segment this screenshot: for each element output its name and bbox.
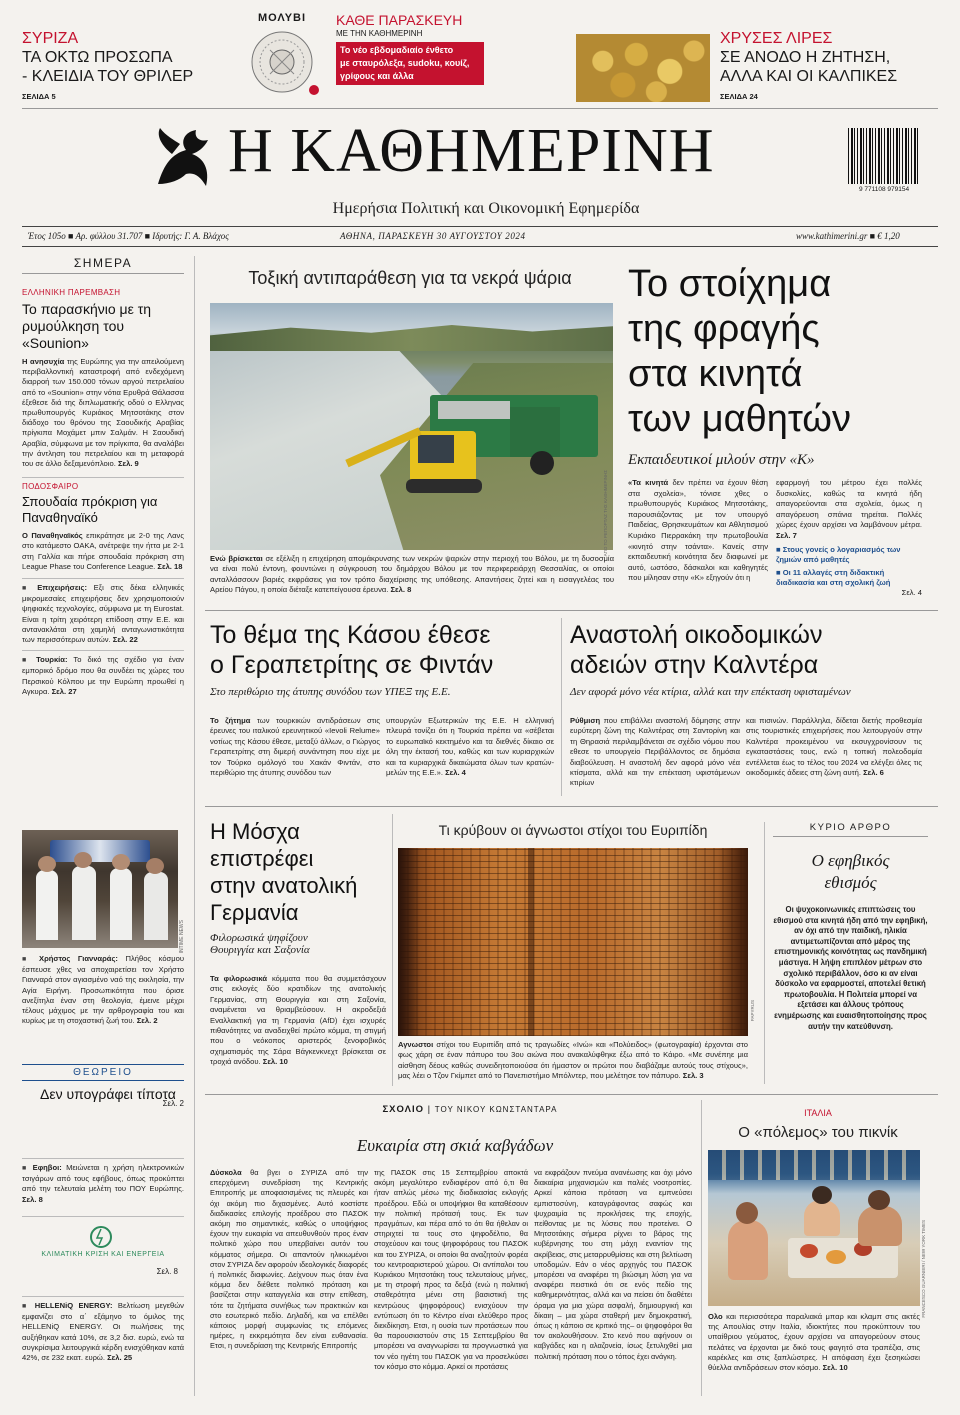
teaser-left-title-2: - ΚΛΕΙΔΙΑ ΤΟΥ ΘΡΙΛΕΡ xyxy=(22,68,194,85)
teaser-middle-sub: ΜΕ ΤΗΝ ΚΑΘΗΜΕΡΙΝΗ xyxy=(336,29,423,38)
meta-right: www.kathimerini.gr ■ € 1,20 xyxy=(796,231,900,241)
top-divider xyxy=(22,108,938,109)
permits-col-2-text: και πισινών. Παράλληλα, δίδεται διετής προθεσμία στις τουριστικές επιχειρήσεις που λειτουργούν στην Καλντέρα προκειμένου να εκσυγχρονίσουν τις εγκαταστάσεις τους, ενώ η τοπική πολεοδομία εντέλλεται έως το τέλος του 2024 να ελέγξει όλες τις οικοδομικές άδειες στη ζώνη αυτή. xyxy=(746,716,922,778)
comment-col-2: της ΠΑΣΟΚ στις 15 Σεπτεμβρίου αποκτά ακόμη μεγαλύτερο ενδιαφέρον από ό,τι θα ήταν απλώς μέσω της διαδικασίας εκλογής προέδρου. Εδώ οι υποψήφιοι θα καταθέσουν την πολιτική πρότασή τους. Εκ των πραγμάτων, και πέρα από το ότι θα ήθελαν οι στηριχτεί τα τους στο ψηφοδέλτιο, θα στοχεύουν και τους ψηφοφόρους του ΠΑΣΟΚ και του ΣΥΡΙΖΑ, οι οποίοι θα αναζητούν φορέα του κεντροαριστερού χώρου. Οι αντίπαλοι του Κυριάκου Μητσοτάκη τους τελευταίους μήνες, με τη στροφή προς τα δεξιά (ενώ η πολιτική σταθερότητα μένει στη βασιστική της κεντρώους ψηφοφόρους) ενισχύουν την εντύπωση ότι το Κέντρο είναι ελεύθερο προς διεκδίκηση. Ετσι, η ουσία των προτάσεων που θα παρουσιαστούν στις 15 Σεπτεμβρίου θα μπορέσει να αναγνωρίσει τα προγνωστικά για τον νέο ηγέτη του ΠΑΣΟΚ για να προσελκύσει τον κόσμο στο κόμμα. Αρκεί οι προτάσεις xyxy=(374,1168,528,1371)
teaser-right-page: ΣΕΛΙΔΑ 24 xyxy=(720,92,758,101)
theoreio-label: ΘΕΩΡΕΙΟ xyxy=(22,1064,184,1081)
sidebar-story-panathinaikos[interactable] xyxy=(22,477,184,572)
puzzle-icon xyxy=(240,24,324,100)
comment-lead: Δύσκολα xyxy=(210,1168,242,1177)
turkey-text: Το δικό της σχέδιο για έναν εμπορικό δρόμο που θα συνδέει τις χώρες του Περσικού Κόλπου με την Ευρώπη προωθεί η Αγκυρα. xyxy=(22,655,184,696)
masthead-title[interactable]: Η ΚΑΘΗΜΕΡΙΝΗ xyxy=(228,117,715,185)
comment-label: ΣΧΟΛΙΟ xyxy=(382,1104,425,1115)
lead-col-2-body xyxy=(776,478,922,542)
panathinaikos-page: Σελ. 18 xyxy=(157,561,183,571)
permits-col-2 xyxy=(746,716,922,778)
moscow-page: Σελ. 10 xyxy=(262,1057,288,1067)
permits-page: Σελ. 6 xyxy=(863,768,884,778)
teens-text: Μειώνεται η χρήση ηλεκτρονικών τσιγάρων από τους εφήβους, όπως προκύπτει από την τελευταία μελέτη του ΠΟΥ Ευρώπης. xyxy=(22,1163,184,1194)
moscow-body xyxy=(210,974,386,1068)
sounion-title: Το παρασκήνιο με τη ρυμούλκηση του «Sounion» xyxy=(22,301,152,351)
comment-author: ΤΟΥ ΝΙΚΟΥ ΚΩΝΣΤΑΝΤΑΡΑ xyxy=(434,1105,558,1114)
euripides-page: Σελ. 3 xyxy=(682,1071,704,1081)
editorial-title-1: Ο εφηβικός xyxy=(811,851,890,870)
moscow-lead: Τα φιλορωσικά xyxy=(210,974,268,983)
meta-left: Έτος 105ο ■ Αρ. φύλλου 31.707 ■ Ιδρυτής: Γ. Α. Βλάχος xyxy=(28,231,229,241)
lead-col-2-page: Σελ. 7 xyxy=(776,530,797,540)
kasos-col-2-text: υπουργών Εξωτερικών της Ε.Ε. Η ελληνική πλευρά τονίζει ότι η Τουρκία πρέπει να «σέβεται το ευρωπαϊκό κεκτημένο και τα διεθνές δίκαιο σε όλη την έκτασή του, καθώς και των κυριαρχικών και τα κυριαρχικά δικαιώματα όλων των κρατών-μελών της Ε.Ε.». xyxy=(386,716,554,778)
panathinaikos-lead: Ο Παναθηναϊκός xyxy=(22,531,83,541)
permits-deck: Δεν αφορά μόνο νέα κτίρια, αλλά και την επέκταση υφισταμένων xyxy=(570,686,851,698)
lead-bullet-1-text: Στους γονείς ο λογαριασμός των ζημιών από μαθητές xyxy=(776,544,901,564)
teaser-left-kicker: ΣΥΡΙΖΑ xyxy=(22,30,79,47)
lead-bullet-2[interactable]: ■ Οι 11 αλλαγές στη διδακτική διαδικασία και στη σχολική ζωή xyxy=(776,567,891,587)
giannaras-text: Πλήθος κόσμου έσπευσε χθες να αποχαιρετίσει τον Χρήστο Γιανναρά στον αγιασμένο ναό της εκκλησία, την Αγία Ειρήνη. Προσωπικότητα που όρισε ανεξίτηλα έναν στη θεολογία, έμεινε μέχρι τέλους μάχιμος με την αρθρογραφία του και κυρίως με τη στοχαστική ζωή του. xyxy=(22,954,184,1026)
griffin-logo-icon xyxy=(150,124,222,192)
sidebar-story-business[interactable] xyxy=(22,578,184,645)
today-label: ΣΗΜΕΡΑ xyxy=(22,256,184,274)
football-label: ΠΟΔΟΣΦΑΙΡΟ xyxy=(22,482,79,492)
energy-supplement[interactable] xyxy=(22,1216,184,1280)
kasos-headline-1: Το θέμα της Κάσου έθεσε xyxy=(210,621,491,649)
meta-date: ΑΘΗΝΑ, ΠΑΡΑΣΚΕΥΗ 30 ΑΥΓΟΥΣΤΟΥ 2024 xyxy=(340,231,526,241)
turkey-lead: Τουρκία: xyxy=(36,655,68,665)
row-divider-3 xyxy=(205,1094,938,1095)
kasos-col-2 xyxy=(386,716,554,778)
teaser-middle[interactable] xyxy=(336,12,516,85)
sounion-text: της Ευρώπης για την απειλούμενη περιβαλλοντική καταστροφή από ενδεχόμενη διαρροή των 150.000 τόνων αργού πετρελαίου από το «Sounion» στην νότια Ερυθρά Θάλασσα έξεθεσε διά της διπλωματικής οδού ο Ελληνας πρωθυπουργός Κυριάκος Μητσοτάκης στον διάδοχο του θρόνου της Σαουδικής Αραβίας πρίγκιπα Μοχάμετ μπιν Σαλμάν. Η Σαουδική Αραβία, σύμφωνα με τον πρίγκιπα, θα αναλάβει την άντληση του πετρελαίου και τη μεταφορά του σε άλλο δεξαμενόπλοιο. xyxy=(22,357,184,469)
energy-page: Σελ. 8 xyxy=(156,1267,178,1276)
moscow-story[interactable] xyxy=(210,818,386,956)
funeral-photo xyxy=(22,830,178,948)
italy-body xyxy=(708,1312,920,1373)
lead-story[interactable] xyxy=(628,262,924,469)
teaser-left-title-1: ΤΑ ΟΚΤΩ ΠΡΟΣΩΠΑ xyxy=(22,49,173,66)
moscow-deck-1: Φιλορωσικά ψηφίζουν xyxy=(210,932,308,944)
permits-lead: Ρύθμιση xyxy=(570,716,601,725)
fish-photo xyxy=(210,303,613,550)
euripides-caption xyxy=(398,1040,748,1082)
col-divider-kasos xyxy=(561,618,562,796)
moscow-deck-2: Θουριγγία και Σαξονία xyxy=(210,944,310,956)
energy-label: ΚΛΙΜΑΤΙΚΗ ΚΡΙΣΗ ΚΑΙ ΕΝΕΡΓΕΙΑ xyxy=(41,1251,165,1258)
moscow-headline-1: Η Μόσχα xyxy=(210,819,300,844)
business-lead: Επιχειρήσεις: xyxy=(37,583,88,593)
picnic-photo-credit: FRANCESCO GUARNIERI / NEW YORK TIMES xyxy=(921,1220,926,1318)
panathinaikos-body xyxy=(22,531,184,572)
teaser-right-kicker: ΧΡΥΣΕΣ ΛΙΡΕΣ xyxy=(720,30,833,47)
teaser-left-page: ΣΕΛΙΔΑ 5 xyxy=(22,92,56,101)
molyvi-logo-area xyxy=(240,12,324,104)
italy-label: ΙΤΑΛΙΑ xyxy=(804,1108,832,1118)
editorial-body: Οι ψυχοκοινωνικές επιπτώσεις του εθισμού στα κινητά ήδη από την εφηβική, αν όχι από την παιδική, ηλικία αντιμετωπίζονται από μέρος της επιστημονικής κοινότητας ως πανδημική μάστιγα. Η λήψη επιπλέον μέτρων στο σχολικό περιβάλλον, όσο κι αν είναι δύσκολο να εφαρμοστεί, αποτελεί θετική πρωτοβουλία. Η Πολιτεία μπορεί να εξετάσει και άλλους τρόπους ενημέρωσης και ευαισθητοποίησης προς αυτήν την κατεύθυνση. xyxy=(773,905,928,1031)
sounion-body xyxy=(22,357,184,469)
euripides-headline[interactable]: Τι κρύβουν οι άγνωστοι στίχοι του Ευριπίδη xyxy=(438,822,708,838)
meta-rule-top xyxy=(22,226,938,227)
kasos-lead: Το ζήτημα xyxy=(210,716,251,725)
kasos-headline-2: ο Γεραπετρίτης σε Φιντάν xyxy=(210,651,494,679)
teens-page: Σελ. 8 xyxy=(22,1194,43,1204)
panathinaikos-text: επικράτησε με 2-0 της Λανς στο κατάμεστο ΟΑΚΑ, ανέτρεψε την ήττα με 2-1 στη Γαλλία και πήρε σπουδαία πρόκριση στη League Phase του Conference League. xyxy=(22,531,184,571)
col-divider-comment xyxy=(701,1100,702,1396)
sidebar-story-turkey[interactable] xyxy=(22,650,184,697)
comment-col-1 xyxy=(210,1168,368,1352)
sidebar xyxy=(22,256,184,697)
permits-col-1 xyxy=(570,716,740,789)
comment-headline[interactable]: Ευκαιρία στη σκιά καβγάδων xyxy=(356,1136,554,1155)
row-divider-1 xyxy=(205,610,938,611)
funeral-photo-credit: INTIME NEWS xyxy=(179,920,185,954)
business-text: Εξι στις δέκα ελληνικές μικρομεσαίες επιχειρήσεις δεν χρησιμοποιούν ψηφιακές τεχνολογίες, σύμφωνα με τη Eurostat. Είναι η τρίτη χειρότερη επίδοση στην Ε.Ε. και αντανακλάται στη χαμηλή ανταγωνιστικότητα των περισσότερων αυτών. xyxy=(22,583,184,645)
teaser-right-title-1: ΣΕ ΑΝΟΔΟ Η ΖΗΤΗΣΗ, xyxy=(720,49,891,66)
lead-headline-2: της φραγής xyxy=(628,308,820,350)
lead-col-1-lead: «Τα κινητά xyxy=(628,478,669,487)
teaser-middle-kicker: ΚΑΘΕ ΠΑΡΑΣΚΕΥΗ xyxy=(336,12,463,28)
theoreio-title: Δεν υπογράφει τίποτα xyxy=(40,1086,176,1102)
lead-bullet-1[interactable]: ■ Στους γονείς ο λογαριασμός των ζημιών από μαθητές xyxy=(776,544,901,564)
fish-photo-credit: ΑΠΟ ΤΟ ΡΕΠΟΡΤΑΖ ΤΗΣ ΚΑΘΗΜΕΡΙΝΗΣ xyxy=(603,470,608,557)
kasos-deck: Στο περιθώριο της άτυπης συνόδου των ΥΠΕΞ της Ε.Ε. xyxy=(210,686,451,698)
barcode xyxy=(848,128,918,184)
turkey-page: Σελ. 27 xyxy=(51,686,77,696)
lead-col-2 xyxy=(776,478,922,597)
teaser-middle-box xyxy=(336,42,484,85)
papyrus-photo xyxy=(398,848,748,1036)
teaser-middle-box-line-2: με σταυρόλεξα, sudoku, κουίζ, xyxy=(340,58,470,68)
comment-col-1-text: θα βγει ο ΣΥΡΙΖΑ από την επερχόμενη συνεδρίαση της Κεντρικής Επιτροπής με αποφασισμένες τις πλευρές και όχι ακόμη πιο διχασμένες. Αυτό κοστίστε διαδικασίες επιλογής προέδρου στο ΠΑΣΟΚ ακόμη πιο σημαντικές, καθώς ο υποψήφιος έχουν την ευκαιρία να απευθυνθούν προς έναν πολιτικό χώρο που υπερβαίνει αυτόν του κόμματος σήμερα. Οι απαντούν ηλικιωμένοι στον ΣΥΡΙΖΑ δεν αφορούν ιδεολογικές διαφορές ή πολιτικές διαφωνίες. Δείχνουν πως όταν ένα κόμμα δεν διέθετε πολιτικό πρόταση και βασίζεται στην καταγγελία και στην επίθεση, τότε τα ζητήματα συνήθως των πρακτικών και στο εσωτερικό πεδίο. Δηλαδή, και να επέλθει κάποιος μορφή συμφωνίας τις επόμενες ημέρες, η εκκρεμότητα δεν είναι ευθανασία. Ετσι, η συνεδρίαση της Κεντρικής Επιτροπής xyxy=(210,1168,368,1351)
italy-text: και περισσότερα παραλιακά μπαρ και κλαμπ στις ακτές της Απουλίας στην Ιταλία, ιδιοκτήτες που προκύπτουν του υπαίθριου γεύματος, έχουν αρχίσει να απαγορεύουν στους πελάτες να έρχονται με δικό τους φαγητό στα τραπέζια, στις καρέκλες και στις ξαπλώστρες. Η απόφαση έχει ξεσηκώσει θύελλα αντιδράσεων στον κόσμο. xyxy=(708,1312,920,1373)
lead-col-2-text: εφαρμογή του μέτρου έχει πολλές δυσκολίες, καθώς τα κινητά ήδη απαγορεύονται στα σχολεία, όμως η απαγόρευση σπάνια τηρείται. Πολλές χώρες έχουν αρχίσει να λαμβάνουν μέτρα. xyxy=(776,478,922,530)
lead-headline-4: των μαθητών xyxy=(628,398,851,440)
row-divider-2 xyxy=(205,806,938,807)
giannaras-page: Σελ. 2 xyxy=(136,1016,158,1026)
editorial-title-2: εθισμός xyxy=(824,873,877,892)
kasos-col-1 xyxy=(210,716,380,778)
teaser-right-title-2: ΑΛΛΑ ΚΑΙ ΟΙ ΚΑΛΠΙΚΕΣ xyxy=(720,68,898,85)
helleniq-lead: HELLENiQ ENERGY: xyxy=(34,1301,113,1310)
lead-bullet-page: Σελ. 4 xyxy=(901,587,922,597)
editorial-label: ΚΥΡΙΟ ΑΡΘΡΟ xyxy=(773,822,928,837)
lead-bullet-2-text: Οι 11 αλλαγές στη διδακτική διαδικασία και στη σχολική ζωή xyxy=(776,567,891,587)
moscow-headline-3: στην ανατολική xyxy=(210,873,358,898)
moscow-headline-4: Γερμανία xyxy=(210,900,299,925)
sidebar-divider xyxy=(194,256,195,1396)
col-divider-moscow xyxy=(392,814,393,1086)
lead-headline-3: στα κινητά xyxy=(628,353,803,395)
theoreio-page: Σελ. 2 xyxy=(162,1099,184,1108)
barcode-number: 9 771108 979154 xyxy=(858,186,910,193)
fish-text: σε εξέλιξη η επιχείρηση απομάκρυνσης των νεκρών ψαριών στην περιοχή του Βόλου, με τη δυσοσμία να είναι πολύ έντονη, φουντώνει η σύγκρουση του δημάρχου Βόλου με τον περιφερειάρχη Θεσσαλίας, οι οποίοι ανταλλάσσουν βαριές εκφράσεις για τον τρόπο διαχείρισης της υπόθεσης. Απαντήσεις ζητεί και η εισαγγελέας του Αρείου Πάγου, η οποία διέταξε κατεπείγουσα έρευνα. xyxy=(210,554,614,595)
italy-lead: Ολο xyxy=(708,1312,723,1321)
teens-lead: Εφηβοι: xyxy=(32,1163,62,1172)
kasos-story[interactable] xyxy=(210,620,554,698)
lead-col-1-text: δεν πρέπει να έχουν θέση στα σχολεία», τόνισε χθες ο πρωθυπουργός Κυριάκος Μητσοτάκης, παρουσιάζοντας με τον υπουργό Παιδείας, Θρησκευμάτων και Αθλητισμού Κυριάκο Πιερρακάκη την πρωτοβουλία «κινητό στην τσάντα». Κανείς στην εκπαιδευτική κοινότητα δεν διαφωνεί με αυτό, ωστόσο, δάσκαλοι και καθηγητές που μίλησαν στην «Κ» εξηγούν ότι η xyxy=(628,478,768,583)
moscow-headline-2: επιστρέφει xyxy=(210,846,314,871)
teaser-middle-box-line-3: γρίφους και άλλα xyxy=(340,71,414,81)
fish-lead: Ενώ βρίσκεται xyxy=(210,554,263,563)
permits-story[interactable] xyxy=(570,620,930,698)
kasos-page: Σελ. 4 xyxy=(445,768,466,778)
fish-caption xyxy=(210,554,614,596)
permits-col-1-text: που επιβάλλει αναστολή δόμησης στην ευρύτερη ζώνη της Καλντέρας στη Σαντορίνη και τη Θηρασιά περιλαμβάνεται σε σχέδιο νόμου που εθεσε το υπουργείο Περιβάλλοντος σε δημόσια διαβούλευση. Η αναστολή δεν αφορά μόνο νέα κτίσματα, αλλά και την επέκταση υφιστάμενων κτιρίων xyxy=(570,716,740,788)
theoreio-story[interactable] xyxy=(40,1086,184,1108)
helleniq-page: Σελ. 25 xyxy=(107,1353,133,1363)
sounion-page: Σελ. 9 xyxy=(117,459,139,469)
permits-headline-2: αδειών στην Καλντέρα xyxy=(570,651,819,679)
kasos-col-1-text: των τουρκικών αντιδράσεων στις έρευνες του ιταλικού ερευνητικού «Ievoli Relume» νοτίως της Κάσου έθεσε, μεταξύ άλλων, ο Γιώργος Γεραπετρίτης στη διμερή συνάντηση που είχε με τον Τούρκο ομόλογό του Χακάν Φιντάν, στο περιθώριο της άτυπης συνόδου των xyxy=(210,716,380,778)
fish-headline[interactable]: Τοξική αντιπαράθεση για τα νεκρά ψάρια xyxy=(248,268,572,288)
energy-icon xyxy=(84,1225,118,1249)
italy-headline[interactable]: Ο «πόλεμος» του πικνίκ xyxy=(738,1124,898,1141)
permits-headline-1: Αναστολή οικοδομικών xyxy=(570,621,823,649)
sounion-label: ΕΛΛΗΝΙΚΗ ΠΑΡΕΜΒΑΣΗ xyxy=(22,288,121,297)
meta-rule-bottom xyxy=(22,246,938,247)
helleniq-text: Βελτίωση μεγεθών εμφανίζει στο α΄ εξάμηνο το όμιλος της HELLENiQ ENERGY. Οι πωλήσεις της αυξήθηκαν κατά 10%, σε 3,2 δισ. ευρώ, ενώ τα συγκρίσιμα λειτουργικά κέρδη ενισχύθηκαν κατά 42%, σε 232 εκατ. ευρώ. xyxy=(22,1301,184,1363)
picnic-photo xyxy=(708,1150,920,1306)
euripides-text: στίχοι του Ευριπίδη από τις τραγωδίες «Ινώ» και «Πολύειδος» (φωτογραφία) έρχονται στο φως χάρη σε έναν πάπυρο του 3ου αιώνα που ανακαλύφθηκε έξω από το Κάιρο. «Με συνέπηε μια αίσθηση δέους καθώς συνειδητοποιούσα ότι ήμαστον οι πρώτοι που διαβάζαμε αυτούς τους στίχους», μας λέει ο Τζον Γκίμπετ από το Πανεπιστήμιο Μπόλντερ, που μελέτησε τον πάπυρο. xyxy=(398,1040,748,1081)
sidebar-story-giannaras[interactable] xyxy=(22,954,184,1026)
comment-label-row: ΣΧΟΛΙΟ | ΤΟΥ ΝΙΚΟΥ ΚΩΝΣΤΑΝΤΑΡΑ xyxy=(382,1104,558,1115)
panathinaikos-title: Σπουδαία πρόκριση για Παναθηναϊκό xyxy=(22,494,158,526)
lead-col-1 xyxy=(628,478,768,584)
teaser-right[interactable] xyxy=(720,30,920,101)
giannaras-lead: Χρήστος Γιανναράς: xyxy=(39,954,118,963)
moscow-text: κόμματα που θα συμμετάσχουν στις εκλογές δύο κρατιδίων της ανατολικής Γερμανίας, στη Θουριγγία και στη Σαξονία, αναμένεται να θριαμβεύσουν. Η ακροδεξιά Εναλλακτική για τη Γερμανία (AfD) έχει ισχυρές πιθανότητες να αναδειχθεί πρώτο κόμμα, τη στιγμή που ο νεόκοπος αριστερός ξενοφοβικός σχηματισμός της Σάρα Βάγκενκνεχτ βρίσκεται σε τροχιά ανόδου. xyxy=(210,974,387,1067)
editorial-box[interactable] xyxy=(764,822,928,1084)
sounion-lead: Η ανησυχία xyxy=(22,357,65,366)
papyrus-photo-credit: PAPYRUS xyxy=(750,1000,755,1022)
fish-page: Σελ. 8 xyxy=(390,585,412,595)
teaser-left[interactable] xyxy=(22,30,232,101)
lead-headline-1: Το στοίχημα xyxy=(628,263,832,305)
sidebar-story-sounion[interactable] xyxy=(22,288,184,469)
teaser-middle-box-line-1: Το νέο εβδομαδιαίο ένθετο xyxy=(340,45,454,55)
italy-page: Σελ. 10 xyxy=(822,1363,848,1373)
comment-col-3: να εκφράζουν πνεύμα ανανέωσης και όχι μόνο διακαίρια μηχανισμών και παλιές νοοτροπίες. Αρκεί κάποια πρόταση να εμπνεύσει εμπιστοσύνη, καταγράφοντας σαφώς και ψυχραιμία τις προκλήσεις της εποχής, πείθοντας με τις λύσεις που προτείνει. Ο Μητσοτάκης σήμερα ρίχνει το βάρος της κυβέρνησης του στη μάχη εναντίον της ακρίβειας, στις μεταρρυθμίσεις και στη βελτίωση υποδομών. Εάν ο νέος αρχηγός του ΠΑΣΟΚ μπορέσει να αναφέρει τη βιώσιμη λύση για να αναφέρει πειστικά ότι σε ενός πεδίο της καθημερινότητας, αλλά και να πείσει ότι διαθέτει όραμα για μια χώρα ασφαλή, δημιουργική και δίκαιη – μια χώρα σταθερή μεν δημοκρατική, όπως η κάποιο σε κριτικό της– οι ψηφοφόροι θα τον ακολουθήσουν. Στο κενό που αφήνουν οι καβγάδες και η αλαζονεία, ίσως ξετυλιχθεί μια πολιτική πρόταση που ο τόπος έχει ανάγκη. xyxy=(534,1168,692,1361)
lead-deck: Εκπαιδευτικοί μιλούν στην «Κ» xyxy=(628,452,815,468)
gold-coins-photo xyxy=(576,34,710,102)
business-page: Σελ. 22 xyxy=(112,635,138,645)
euripides-lead: Αγνωστοι xyxy=(398,1040,434,1049)
sidebar-story-teens[interactable] xyxy=(22,1158,184,1205)
masthead-subtitle: Ημερήσια Πολιτική και Οικονομική Εφημερίδα xyxy=(332,200,640,217)
molyvi-brand: ΜΟΛΥΒΙ xyxy=(257,12,307,24)
sidebar-story-helleniq[interactable] xyxy=(22,1296,184,1363)
